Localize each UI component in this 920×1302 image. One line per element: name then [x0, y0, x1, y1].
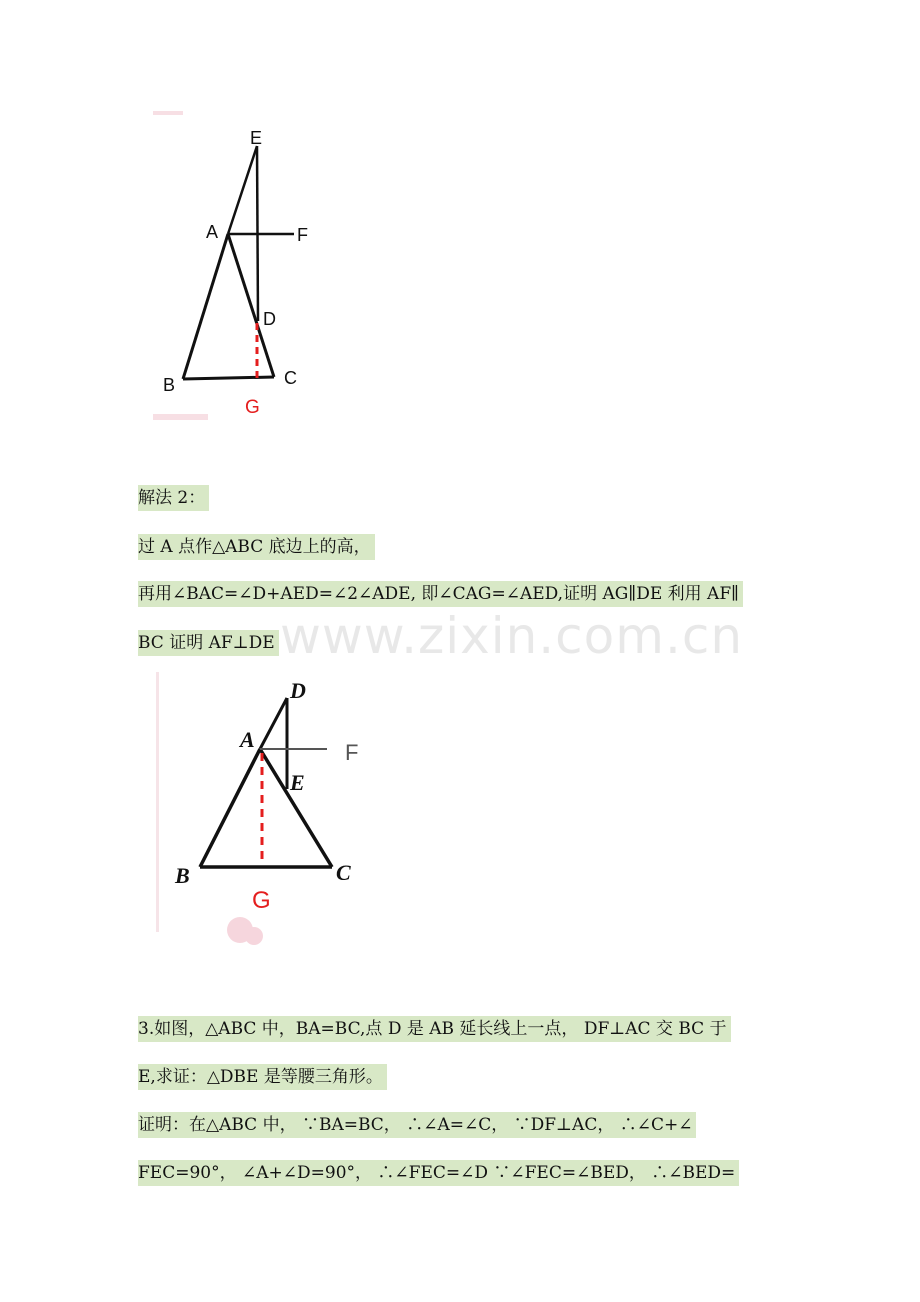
segment-ad	[260, 698, 287, 749]
figure-1-diagram	[150, 108, 320, 428]
label-a: A	[240, 727, 255, 752]
problem-3-line-2: E,求证：△DBE 是等腰三角形。	[138, 1064, 387, 1090]
label-c: C	[284, 368, 297, 388]
segment-ac	[260, 749, 332, 867]
figure-2	[150, 668, 400, 953]
label-d: D	[290, 678, 306, 703]
segment-ac	[228, 234, 274, 377]
label-a: A	[206, 222, 219, 242]
label-c: C	[336, 860, 351, 885]
segment-ab	[200, 749, 260, 867]
label-d: D	[263, 309, 276, 329]
label-e: E	[250, 128, 263, 148]
decor-pink-bar	[156, 672, 159, 932]
label-b: B	[163, 375, 176, 395]
proof-line-2: FEC=90°， ∠A+∠D=90°， ∴∠FEC=∠D ∵∠FEC=∠BED， ∴∠BED=	[138, 1160, 739, 1186]
label-g: G	[252, 887, 271, 914]
figure-1	[150, 108, 320, 428]
solution-2-line-1: 过 A 点作△ABC 底边上的高，	[138, 534, 375, 560]
decor-pink-mark	[153, 111, 183, 115]
solution-2-heading: 解法 2：	[138, 485, 209, 511]
label-f: F	[297, 225, 308, 245]
label-e: E	[290, 770, 305, 795]
label-f: F	[345, 740, 359, 765]
segment-bc	[183, 377, 274, 379]
label-b: B	[175, 863, 190, 888]
decor-pink-flower	[245, 927, 263, 945]
decor-pink-mark	[153, 414, 208, 420]
figure-2-diagram	[150, 668, 400, 953]
segment-ae	[228, 146, 257, 234]
solution-2-line-2: 再用∠BAC=∠D+AED=∠2∠ADE, 即∠CAG=∠AED,证明 AG∥DE 利用 AF∥	[138, 581, 743, 607]
segment-ab	[183, 234, 228, 379]
proof-line-1: 证明：在△ABC 中， ∵BA=BC， ∴∠A=∠C， ∵DF⊥AC， ∴∠C+∠	[138, 1112, 696, 1138]
solution-2-line-3: BC 证明 AF⊥DE	[138, 630, 279, 656]
watermark: www.zixin.com.cn	[280, 607, 744, 665]
problem-3-line-1: 3.如图，△ABC 中，BA=BC,点 D 是 AB 延长线上一点， DF⊥AC 交 BC 于	[138, 1016, 731, 1042]
label-g: G	[245, 397, 260, 418]
